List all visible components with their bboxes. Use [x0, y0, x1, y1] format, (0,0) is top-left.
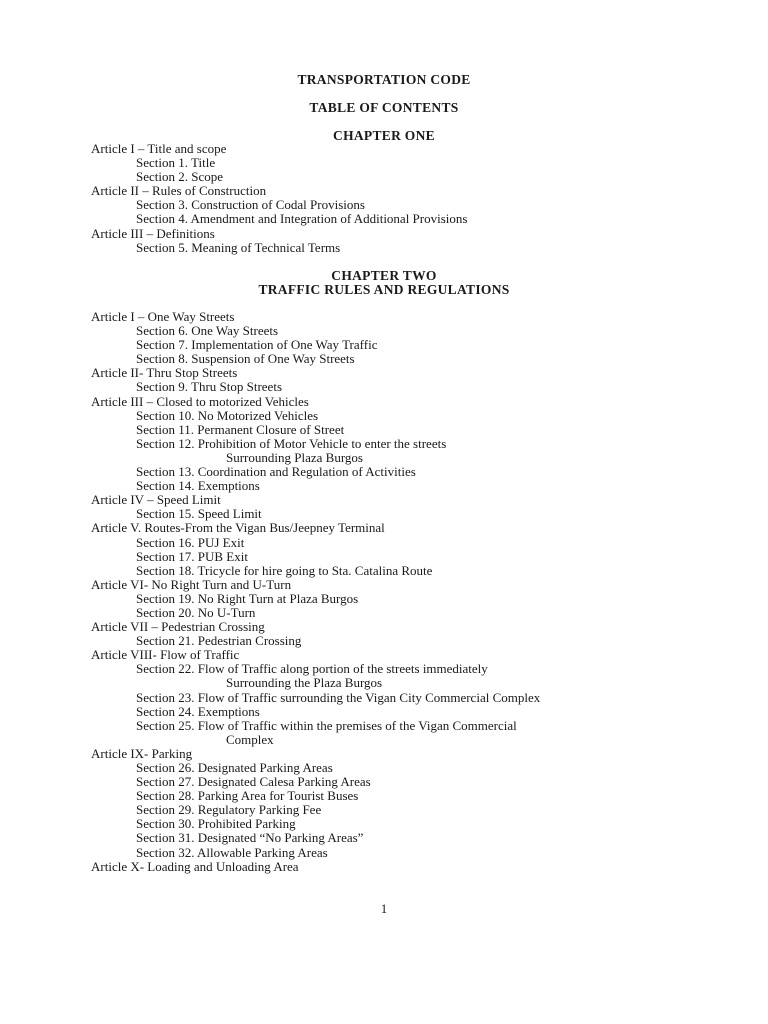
toc-section-entry: Section 8. Suspension of One Way Streets [136, 351, 355, 367]
toc-article-entry: Article VI- No Right Turn and U-Turn [91, 576, 292, 592]
toc-section-entry: Section 11. Permanent Closure of Street [136, 421, 345, 437]
toc-section-entry: Section 2. Scope [136, 169, 224, 185]
toc-article-entry: Article X- Loading and Unloading Area [91, 858, 299, 874]
toc-section-entry: Section 5. Meaning of Technical Terms [136, 239, 341, 255]
toc-section-entry: Section 29. Regulatory Parking Fee [136, 802, 322, 818]
toc-section-entry: Section 28. Parking Area for Tourist Buses [136, 788, 359, 804]
toc-section-entry: Section 27. Designated Calesa Parking Areas [136, 774, 371, 790]
toc-section-entry: Section 25. Flow of Traffic within the premises of the Vigan Commercial [136, 717, 517, 733]
toc-article-entry: Article VII – Pedestrian Crossing [91, 619, 265, 635]
chapter-two-heading: CHAPTER TWO [331, 268, 437, 283]
toc-section-entry: Section 32. Allowable Parking Areas [136, 844, 328, 860]
toc-article-entry: Article V. Routes-From the Vigan Bus/Jeepney Terminal [91, 520, 385, 536]
toc-article-entry: Article II- Thru Stop Streets [91, 365, 238, 381]
toc-section-entry: Section 30. Prohibited Parking [136, 816, 296, 832]
toc-section-entry: Section 14. Exemptions [136, 478, 260, 494]
toc-section-entry: Section 24. Exemptions [136, 703, 260, 719]
toc-section-entry: Section 9. Thru Stop Streets [136, 379, 283, 395]
chapter-one-heading: CHAPTER ONE [333, 128, 435, 143]
toc-section-entry: Section 13. Coordination and Regulation of Activities [136, 464, 416, 480]
toc-section-entry: Section 6. One Way Streets [136, 323, 279, 339]
toc-section-entry: Section 15. Speed Limit [136, 506, 262, 522]
toc-section-entry: Section 1. Title [136, 155, 216, 171]
toc-article-entry: Article I – One Way Streets [91, 309, 235, 324]
toc-section-entry: Section 26. Designated Parking Areas [136, 760, 333, 775]
toc-section-entry: Section 23. Flow of Traffic surrounding the Vigan City Commercial Complex [136, 689, 541, 705]
toc-article-entry: Article IV – Speed Limit [91, 492, 221, 508]
toc-section-entry: Section 12. Prohibition of Motor Vehicle to enter the streets [136, 435, 447, 451]
toc-heading: TABLE OF CONTENTS [309, 100, 459, 115]
toc-section-entry: Section 20. No U-Turn [136, 604, 256, 620]
document-title: TRANSPORTATION CODE [297, 72, 471, 87]
toc-section-entry: Section 21. Pedestrian Crossing [136, 633, 302, 649]
toc-section-entry: Section 22. Flow of Traffic along portion of the streets immediately [136, 661, 488, 677]
toc-article-entry: Article I – Title and scope [91, 141, 227, 156]
toc-section-entry: Section 3. Construction of Codal Provisions [136, 197, 365, 213]
toc-section-entry: Section 10. No Motorized Vehicles [136, 407, 319, 423]
toc-article-entry: Article III – Definitions [91, 225, 215, 241]
toc-article-entry: Article III – Closed to motorized Vehicles [91, 393, 309, 409]
toc-article-entry: Article IX- Parking [91, 745, 193, 761]
chapter-two-contents [91, 310, 540, 874]
chapter-two-subheading: TRAFFIC RULES AND REGULATIONS [258, 282, 510, 297]
toc-continuation-line: Surrounding Plaza Burgos [226, 449, 363, 465]
toc-continuation-line: Complex [226, 731, 274, 747]
toc-section-entry: Section 4. Amendment and Integration of Additional Provisions [136, 211, 468, 227]
toc-section-entry: Section 17. PUB Exit [136, 548, 248, 564]
toc-section-entry: Section 7. Implementation of One Way Traffic [136, 337, 378, 353]
toc-section-entry: Section 18. Tricycle for hire going to Sta. Catalina Route [136, 562, 433, 578]
page-number: 1 [380, 901, 388, 916]
chapter-one-contents [91, 142, 467, 255]
toc-continuation-line: Surrounding the Plaza Burgos [226, 675, 383, 691]
toc-section-entry: Section 19. No Right Turn at Plaza Burgos [136, 590, 359, 606]
toc-section-entry: Section 16. PUJ Exit [136, 534, 245, 550]
toc-article-entry: Article VIII- Flow of Traffic [91, 647, 240, 663]
toc-article-entry: Article II – Rules of Construction [91, 183, 267, 199]
toc-section-entry: Section 31. Designated “No Parking Areas” [136, 830, 364, 846]
